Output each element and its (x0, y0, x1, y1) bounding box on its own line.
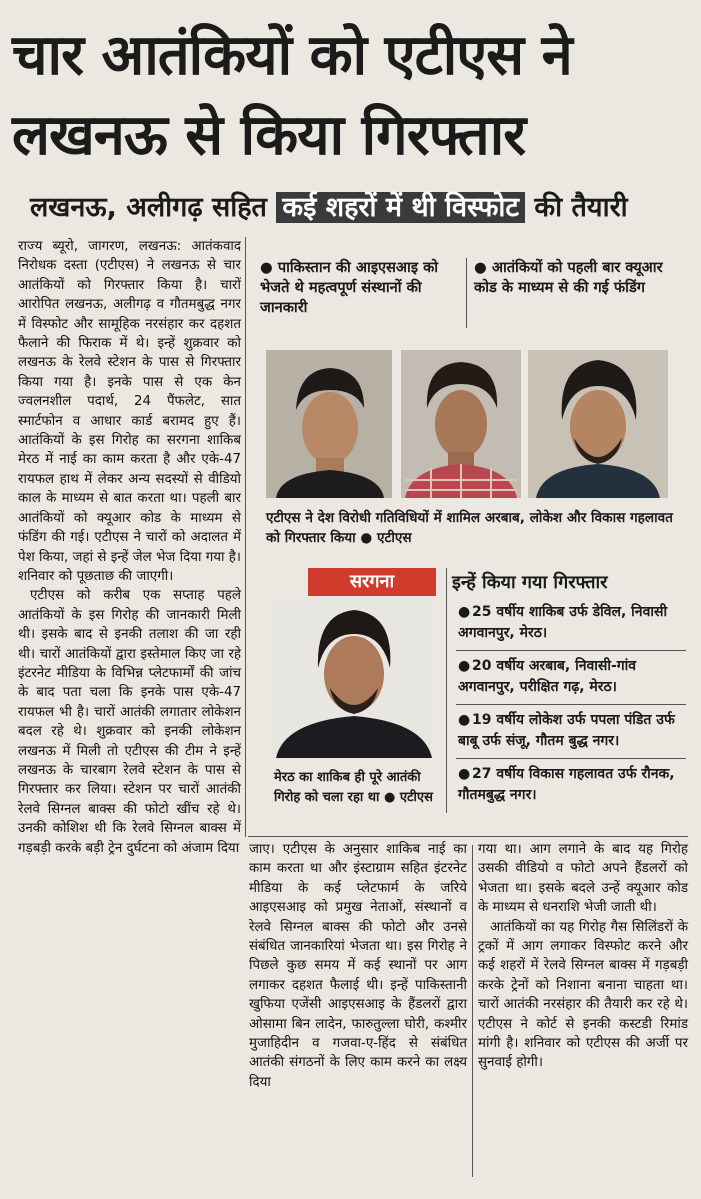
arrested-item-3-text: 19 वर्षीय लोकेश उर्फ पपला पंडित उर्फ बाबू उर्फ संजू, गौतम बुद्ध नगर। (458, 712, 675, 749)
highlight-2 (474, 258, 684, 298)
subhead-highlight: कई शहरों में थी विस्फोट (276, 192, 525, 223)
arrested-item-2-text: 20 वर्षीय अरबाब, निवासी-गांव अगवानपुर, परीक्षित गढ़, मेरठ। (458, 658, 637, 695)
suspect-photo-1 (266, 350, 392, 498)
arrested-item-2 (458, 656, 684, 698)
bullet-icon: ● (260, 259, 278, 276)
bullet-icon: ● (474, 259, 492, 276)
suspect-3-image (528, 350, 668, 498)
arrested-item-4-text: 27 वर्षीय विकास गहलावत उर्फ रौनक, गौतमबुद्ध नगर। (458, 766, 675, 803)
leader-photo (272, 598, 434, 758)
highlight-1 (260, 258, 460, 318)
arrested-item-1-text: 25 वर्षीय शाकिब उर्फ डेविल, निवासी अगवानपुर, मेरठ। (458, 604, 668, 641)
article-column-3 (478, 840, 688, 1073)
column-rule-1 (245, 237, 246, 837)
leader-caption: मेरठ का शाकिब ही पूरे आतंकी गिरोह को चला रहा था ● एटीएस (274, 770, 433, 805)
headline-line-2: लखनऊ से किया गिरफ्तार (12, 103, 526, 168)
list-divider (456, 704, 686, 705)
bullet-icon: ● (458, 766, 471, 782)
subhead-before: लखनऊ, अलीगढ़ सहित (30, 192, 267, 223)
arrested-item-3 (458, 710, 684, 752)
suspect-2-image (401, 350, 521, 498)
subheadline (30, 187, 628, 224)
arrested-item-4 (458, 764, 684, 806)
article-column-1 (18, 237, 241, 858)
article-column-2 (249, 840, 467, 1092)
suspect-photo-3 (528, 350, 668, 498)
photo-caption-top: एटीएस ने देश विरोधी गतिविधियों में शामिल अरबाब, लोकेश और विकास गहलावत को गिरफ्तार किया ● एटीएस (266, 510, 673, 546)
article-paragraph: जाए। एटीएस के अनुसार शाकिब नाई का काम करता था और इंस्टाग्राम सहित इंटरनेट मीडिया के कई प्लेटफार्म के जरिये आइएसआइ को प्रमुख नेताओं, संस्थानों व रेलवे सिग्नल बाक्स की फोटो और उनसे संबंधित जानकारियां भेजता था। इस गिरोह ने पिछले कुछ समय में कई स्थानों पर आग लगाकर दहशत फैलाई थी। इन्हें पाकिस्तानी खुफिया एजेंसी आइएसआइ के हैंडलरों द्वारा ओसामा बिन लादेन, फारुतुल्ला घोरी, कश्मीर मुजाहिदीन व गजवा-ए-हिंद से संबंधित आतंकी संगठनों के लिए काम करने का लक्ष्य दिया (249, 842, 467, 1090)
list-divider (456, 650, 686, 651)
leader-tag: सरगना (308, 568, 436, 596)
suspect-1-image (266, 350, 392, 498)
article-paragraph: आतंकियों का यह गिरोह गैस सिलिंडरों के ट्रकों में आग लगाकर विस्फोट करने और कई शहरों में रेलवे सिग्नल बाक्स में गड़बड़ी करके ट्रेनों को निशाना बनाना चाहता था। चारों आतंकी नरसंहार की तैयारी कर रहे थे। एटीएस ने कोर्ट से इनकी कस्टडी रिमांड मांगी है। शनिवार को एटीएस की अर्जी पर सुनवाई होगी। (478, 919, 688, 1071)
suspect-photo-2 (401, 350, 521, 498)
bullet-icon: ● (458, 712, 471, 728)
article-paragraph: गया था। आग लगाने के बाद यह गिरोह उसकी वीडियो व फोटो अपने हैंडलरों को भेजता था। इसके बदले उन्हें क्यूआर कोड के माध्यम से धनराशि भेजी जाती थी। (478, 842, 688, 916)
leader-image (272, 598, 434, 758)
article-paragraph: राज्य ब्यूरो, जागरण, लखनऊ: आतंकवाद निरोधक दस्ता (एटीएस) ने लखनऊ से चार आतंकियों को गिरफ्तार किया है। चारों आरोपित लखनऊ, अलीगढ़ व गौतमबुद्ध नगर में विस्फोट और सामूहिक नरसंहार कर दहशत फैलाने की फिराक में थे। इन्हें शुक्रवार को लखनऊ के रेलवे स्टेशन के पास से गिरफ्तार किया गया है। इनके पास से एक केन ज्वलनशील पदार्थ, 24 पैंफलेट, सात स्मार्टफोन व आधार कार्ड बरामद हुए हैं। आतंकियों के इस गिरोह का सरगना शाकिब मेरठ में नाई का काम करता है और एके-47 रायफल हाथ में लेकर अन्य सदस्यों से वीडियो काल के माध्यम से बात करता था। पहली बार आतंकियों को क्यूआर कोड के माध्यम से फंडिंग की गई। एटीएस ने चारों को अदालत में पेश किया, जहां से इन्हें जेल भेज दिया गया है। शनिवार को पूछताछ की जाएगी। (18, 239, 241, 584)
bullet-icon: ● (458, 658, 471, 674)
arrested-title: इन्हें किया गया गिरफ्तार (452, 572, 608, 593)
column-rule-2 (472, 845, 473, 1177)
highlight-divider (466, 258, 467, 328)
section-rule (248, 836, 688, 837)
arrested-item-1 (458, 602, 684, 644)
highlight-2-text: आतंकियों को पहली बार क्यूआर कोड के माध्यम से की गई फंडिंग (474, 259, 663, 296)
article-paragraph: एटीएस को करीब एक सप्ताह पहले आतंकियों के इस गिरोह की जानकारी मिली थी। इसके बाद से इनकी तलाश की जा रही थी। चारों आतंकियों द्वारा इस्तेमाल किए जा रहे इंटरनेट मीडिया के विभिन्न प्लेटफार्मों की जांच के बाद पता चला कि इनके पास एके-47 रायफल भी है। चारों आतंकी लगातार लोकेशन बदल रहे थे। शुक्रवार को इनकी लोकेशन लखनऊ में मिली तो एटीएस की टीम ने इन्हें लखनऊ के चारबाग रेलवे स्टेशन के पास से गिरफ्तार कर लिया। स्टेशन पर चारों आतंकी रेलवे सिग्नल बाक्स की फोटो खींच रहे थे। उनकी कोशिश थी कि रेलवे सिग्नल बाक्स में गड़बड़ी करके बड़ी ट्रेन दुर्घटना को अंजाम दिया (18, 588, 241, 856)
column-rule-3 (446, 568, 447, 813)
highlight-1-text: पाकिस्तान की आइएसआइ को भेजते थे महत्वपूर्ण संस्थानों की जानकारी (260, 259, 439, 316)
subhead-after: की तैयारी (534, 192, 628, 223)
bullet-icon: ● (458, 604, 471, 620)
headline-line-1: चार आतंकियों को एटीएस ने (12, 23, 572, 88)
list-divider (456, 758, 686, 759)
